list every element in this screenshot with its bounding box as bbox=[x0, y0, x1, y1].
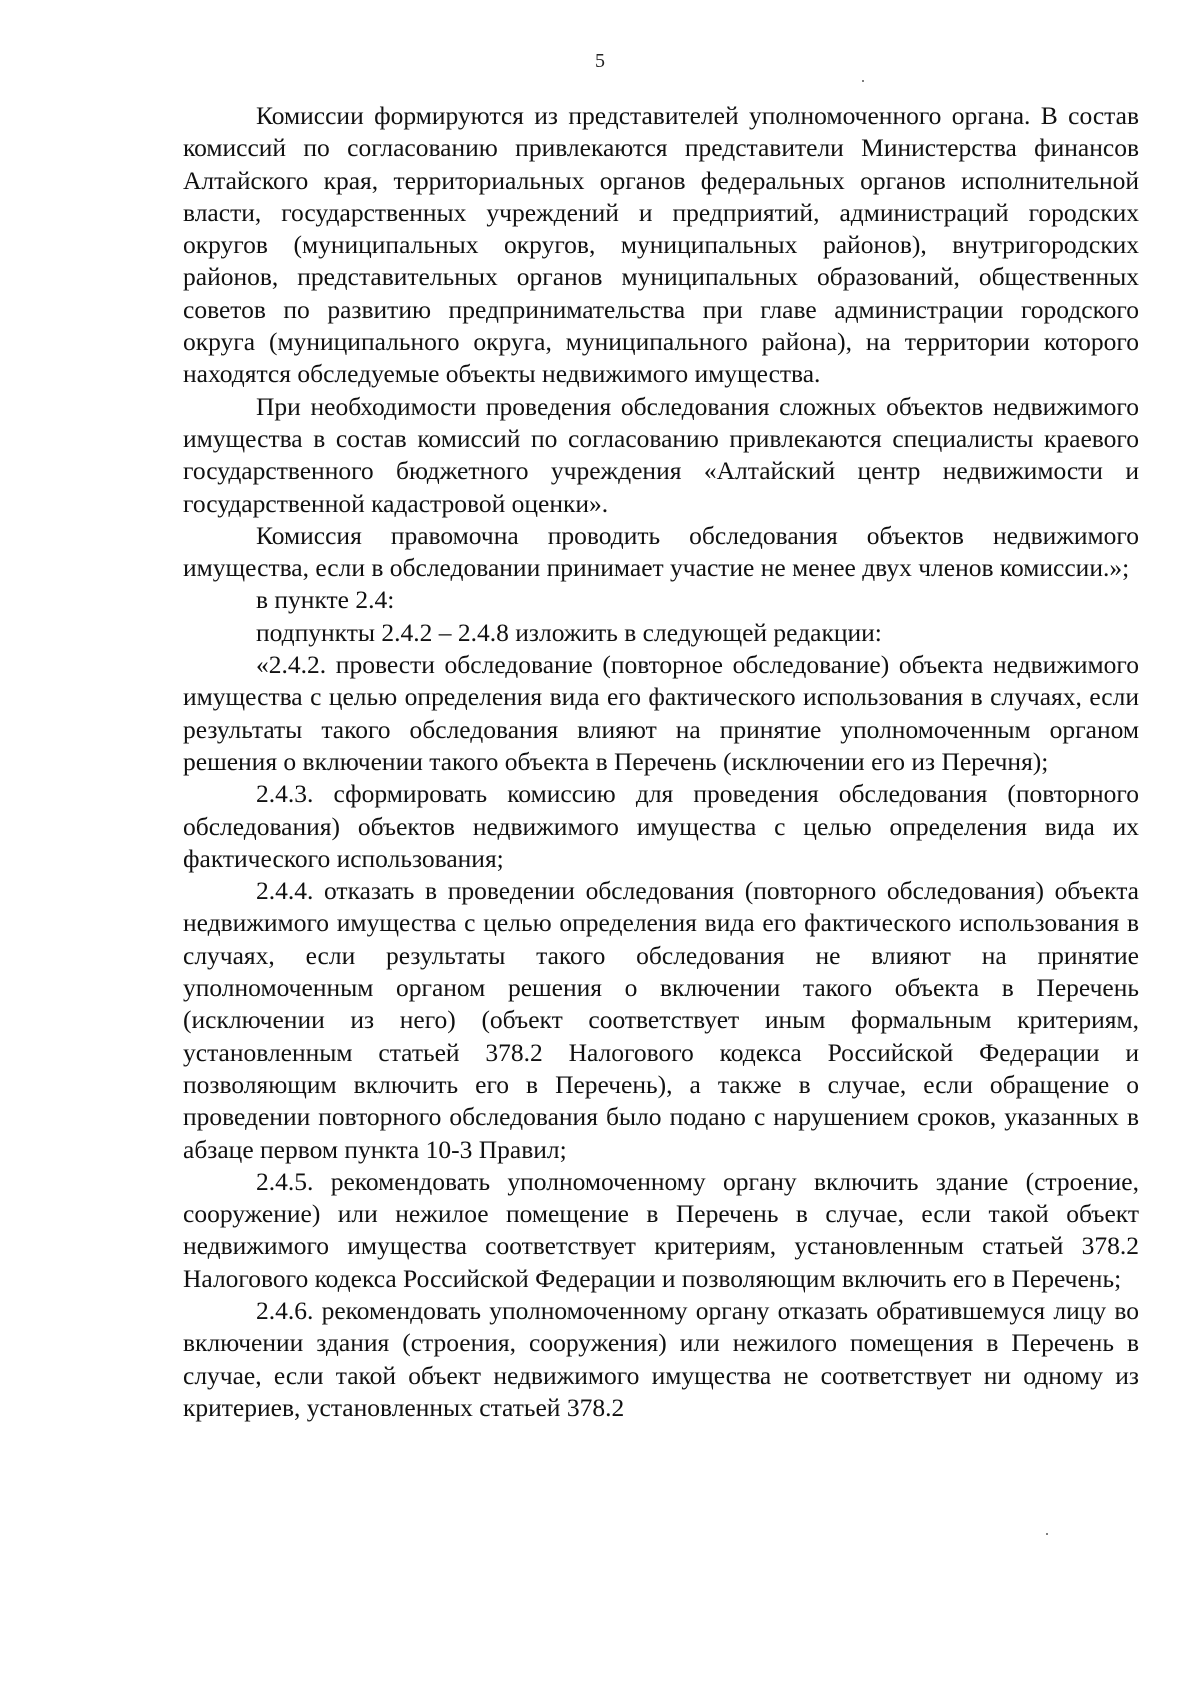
paragraph-2-4-4: 2.4.4. отказать в проведении обследования (повторного обследования) объекта недвижимого имущества с целью определения вида его фактического использования в случаях, если результаты такого обследования не влияют на принятие уполномоченным органом решения о включении такого объекта в Перечень (исключении из него) (объект соответствует иным формальным критериям, установленным статьей 378.2 Налогового кодекса Российской Федерации и позволяющим включить его в Перечень), а также в случае, если обращение о проведении повторного обследования было подано с нарушением сроков, указанных в абзаце первом пункта 10-3 Правил; bbox=[183, 876, 1139, 1164]
paragraph-clause-2-4: в пункте 2.4: bbox=[256, 585, 395, 615]
paragraph-2-4-6: 2.4.6. рекомендовать уполномоченному органу отказать обратившемуся лицу во включении здания (строения, сооружения) или нежилого помещения в Перечень в случае, если такой объект недвижимого имущества не соответствует ни одному из критериев, установленных статьей 378.2 bbox=[183, 1295, 1139, 1422]
document-body bbox=[183, 100, 1139, 1424]
paragraph-2-4-3: 2.4.3. сформировать комиссию для проведения обследования (повторного обследования) объектов недвижимого имущества с целью определения вида их фактического использования; bbox=[183, 779, 1139, 873]
scan-speck bbox=[862, 80, 864, 82]
paragraph-subclauses-intro: подпункты 2.4.2 – 2.4.8 изложить в следующей редакции: bbox=[256, 617, 882, 647]
paragraph-commission-composition: Комиссии формируются из представителей уполномоченного органа. В состав комиссий по согласованию привлекаются представители Министерства финансов Алтайского края, территориальных органов федеральных органов исполнительной власти, государственных учреждений и предприятий, администраций городских округов (муниципальных округов, муниципальных районов), внутригородских районов, представительных органов муниципальных образований, общественных советов по развитию предпринимательства при главе администрации городского округа (муниципального округа, муниципального района), на территории которого находятся обследуемые объекты недвижимого имущества. bbox=[183, 101, 1139, 389]
paragraph-2-4-5: 2.4.5. рекомендовать уполномоченному органу включить здание (строение, сооружение) или нежилое помещение в Перечень в случае, если такой объект недвижимого имущества соответствует критериям, установленным статьей 378.2 Налогового кодекса Российской Федерации и позволяющим включить его в Перечень; bbox=[183, 1166, 1139, 1293]
scan-speck bbox=[1046, 1533, 1048, 1535]
page-number: 5 bbox=[595, 50, 605, 72]
paragraph-2-4-2: «2.4.2. провести обследование (повторное обследование) объекта недвижимого имущества с целью определения вида его фактического использования в случаях, если результаты такого обследования влияют на принятие уполномоченным органом решения о включении такого объекта в Перечень (исключении его из Перечня); bbox=[183, 650, 1139, 776]
paragraph-complex-objects: При необходимости проведения обследования сложных объектов недвижимого имущества в состав комиссий по согласованию привлекаются специалисты краевого государственного бюджетного учреждения «Алтайский центр недвижимости и государственной кадастровой оценки». bbox=[183, 391, 1139, 518]
paragraph-commission-quorum: Комиссия правомочна проводить обследования объектов недвижимого имущества, если в обследовании принимает участие не менее двух членов комиссии.»; bbox=[183, 520, 1139, 583]
